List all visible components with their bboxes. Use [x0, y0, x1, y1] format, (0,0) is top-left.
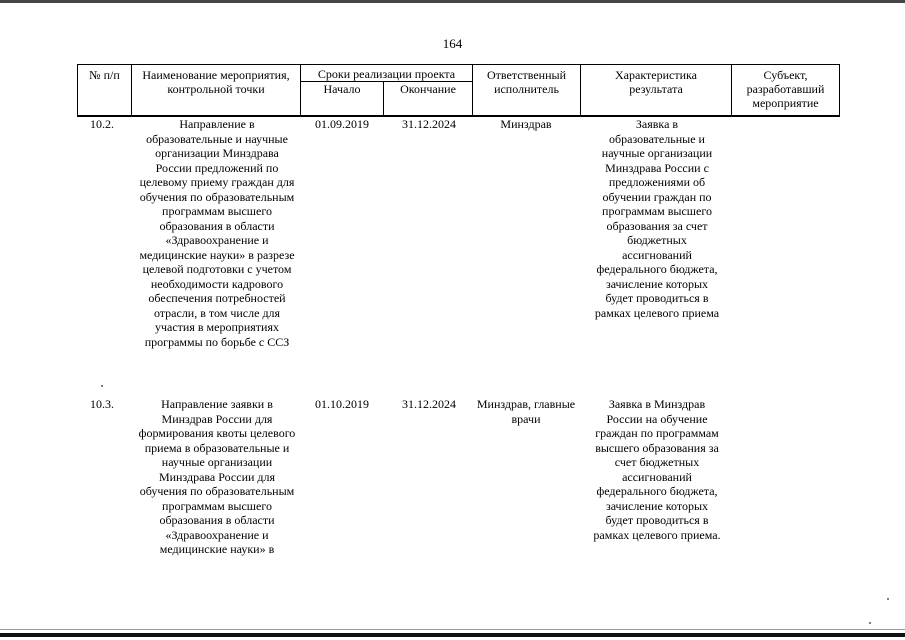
row-num: 10.2.: [90, 117, 114, 131]
row-start: 01.10.2019: [315, 397, 369, 411]
page-number: 164: [442, 36, 463, 51]
header-end: Окончание: [400, 82, 456, 96]
header-result: Характеристика результата: [615, 68, 697, 96]
scan-bottom-shadow: [0, 629, 905, 630]
row-result: Заявка в Минздрав России на обучение граждан по программам высшего образования за счет бюджетных ассигнований федерального бюджета, зачисление которых будет проводиться в рамках целевого приема.: [593, 397, 721, 542]
scan-speck: [101, 385, 103, 387]
row-responsible: Минздрав: [500, 117, 552, 131]
header-terms: Сроки реализации проекта: [317, 67, 456, 81]
row-end: 31.12.2024: [402, 397, 456, 411]
scan-bottom-edge: [0, 633, 905, 637]
header-start: Начало: [323, 82, 361, 96]
scan-top-edge: [0, 0, 905, 3]
header-name: Наименование мероприятия, контрольной точки: [142, 68, 290, 96]
row-result: Заявка в образовательные и научные организации Минздрава России с предложениями об обучении граждан по программам высшего образования за счет бюджетных ассигнований федерального бюджета, зачисление которых будет проводиться в рамках целевого приема: [594, 117, 720, 320]
row-end: 31.12.2024: [402, 117, 456, 131]
header-responsible: Ответственный исполнитель: [486, 68, 567, 96]
scan-speck: [887, 598, 889, 600]
row-start: 01.09.2019: [315, 117, 369, 131]
row-num: 10.3.: [90, 397, 114, 411]
scan-speck: [869, 622, 871, 624]
header-subject: Субъект, разработавший мероприятие: [746, 68, 825, 110]
header-num: № п/п: [89, 68, 120, 82]
row-name: Направление в образовательные и научные организации Минздрава России предложений по целевому приему граждан для обучения по образовательным программам высшего образования в области «Здравоохранение и медицинские науки» в разрезе целевой подготовки с учетом необходимости кадрового обеспечения потребностей отрасли, в том числе для участия в мероприятиях программы по борьбе с ССЗ: [139, 117, 295, 349]
row-name: Направление заявки в Минздрав России для формирования квоты целевого приема в образовательные и научные организации Минздрава России для обучения по образовательным программам высшего образования в области «Здравоохранение и медицинские науки» в: [138, 397, 296, 556]
row-responsible: Минздрав, главные врачи: [476, 397, 576, 426]
table-header: [77, 64, 840, 116]
